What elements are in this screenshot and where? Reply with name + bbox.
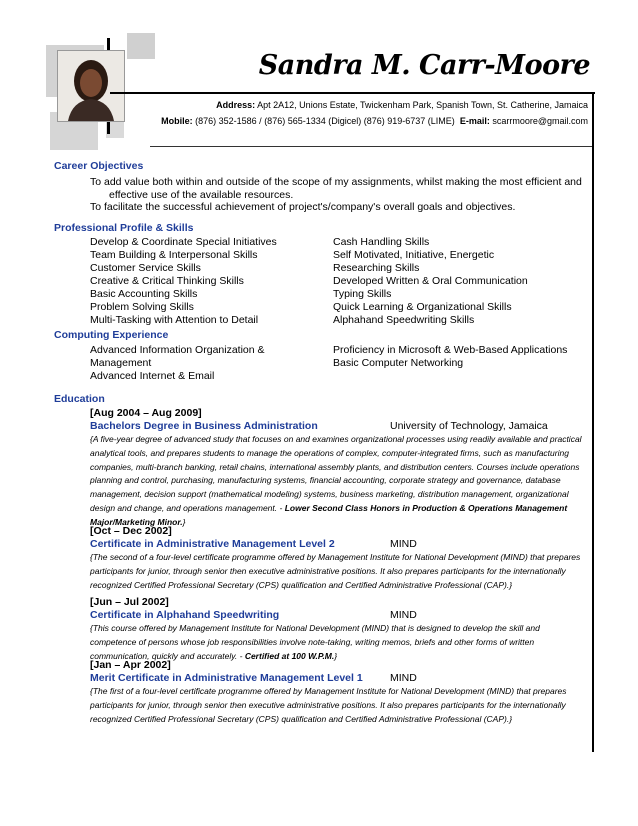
skill-item: Basic Accounting Skills <box>90 288 198 300</box>
email-label: E-mail: <box>459 116 490 126</box>
description-line: {This course offered by Management Institute for National Development (MIND) that is designed to develop the skill and <box>90 623 540 633</box>
address-value: Apt 2A12, Unions Estate, Twickenham Park, Spanish Town, St. Catherine, Jamaica <box>257 100 588 110</box>
skill-item: Developed Written & Oral Communication <box>333 275 528 287</box>
mobile-label: Mobile: <box>161 116 193 126</box>
skill-item: Self Motivated, Initiative, Energetic <box>333 249 495 261</box>
education-institution: MIND <box>390 538 417 550</box>
description-text: communication, quickly and accurately. - <box>90 650 243 661</box>
computing-item: Basic Computer Networking <box>333 357 464 369</box>
education-institution: MIND <box>390 609 417 621</box>
header-rule <box>150 146 592 147</box>
education-dates: [Oct – Dec 2002] <box>90 525 172 537</box>
description-close: } <box>334 650 338 661</box>
honors-text: Major/Marketing Minor. <box>90 516 183 527</box>
education-dates: [Jun – Jul 2002] <box>90 596 169 608</box>
address-line <box>110 100 588 110</box>
computing-item: Advanced Information Organization & <box>90 344 265 356</box>
skill-item: Develop & Coordinate Special Initiatives <box>90 236 277 248</box>
objective-line: To add value both within and outside of the scope of my assignments, whilst making the most efficient and <box>90 176 582 188</box>
description-close: } <box>182 516 186 527</box>
description-line: participants for junior, through senior then executive administrative positions. It also prepares participants for the internationally <box>90 565 566 576</box>
skill-item: Typing Skills <box>333 288 392 300</box>
section-title-education: Education <box>54 393 105 405</box>
skill-item: Team Building & Interpersonal Skills <box>90 249 258 261</box>
description-line: {The first of a four-level certificate programme offered by Management Institute for National Development (MIND) that prepares <box>90 686 567 696</box>
education-dates: [Aug 2004 – Aug 2009] <box>90 407 202 419</box>
certified-text: Certified at 100 W.P.M. <box>244 650 335 661</box>
description-line: recognized Certified Professional Secretary (CPS) qualification and Certified Administrative Professional (CAP).} <box>90 579 513 590</box>
description-line: analytical tools, and prepares students to manage the operations of complex, computer-integrated firms, such as manufacturing <box>90 447 569 458</box>
section-title-computing: Computing Experience <box>54 329 169 341</box>
education-description <box>90 551 588 592</box>
education-description <box>90 685 588 726</box>
description-line: planning and control, purchasing, manufacturing systems, financial accounting, corporate strategy and governance, database <box>90 475 561 486</box>
skill-item: Alphahand Speedwriting Skills <box>333 314 475 326</box>
page-border-rule <box>592 92 594 752</box>
description-line: competence of persons whose job responsibilities involve note-taking, writing memos, briefs and other forms of written <box>90 636 535 647</box>
candidate-name: Sandra M. Carr-Moore <box>258 50 590 81</box>
skill-item: Customer Service Skills <box>90 262 201 274</box>
description-line <box>90 502 588 516</box>
description-line: {The second of a four-level certificate programme offered by Management Institute for National Development (MIND) that prepares <box>90 552 581 562</box>
description-line: participants for junior, through senior then executive administrative positions. It also prepares participants for the internationally <box>90 699 566 710</box>
education-title: Merit Certificate in Administrative Management Level 1 <box>90 672 363 684</box>
description-text: design and change, and operations management. - <box>90 502 283 513</box>
description-line: management, decision support (mathematical modeling) systems, business marketing, distribution management, organizational <box>90 489 569 500</box>
skill-item: Researching Skills <box>333 262 420 274</box>
education-description <box>90 622 588 663</box>
education-description <box>90 433 588 530</box>
skill-item: Problem Solving Skills <box>90 301 194 313</box>
objective-line: To facilitate the successful achievement of project's/company's overall goals and objectives. <box>90 201 516 213</box>
decorative-square <box>127 33 155 59</box>
education-institution: MIND <box>390 672 417 684</box>
contact-line <box>110 116 588 126</box>
description-line: companies, multi-branch banking, retail chains, international assembly plants, and distribution centers. Courses include operations <box>90 461 580 472</box>
skill-item: Multi-Tasking with Attention to Detail <box>90 314 259 326</box>
profile-photo <box>57 50 125 122</box>
skill-item: Creative & Critical Thinking Skills <box>90 275 244 287</box>
section-title-objectives: Career Objectives <box>54 160 144 172</box>
objective-line: effective use of the available resources. <box>109 189 294 201</box>
address-label: Address: <box>216 100 256 110</box>
computing-item: Management <box>90 357 152 369</box>
education-title: Certificate in Administrative Management Level 2 <box>90 538 335 550</box>
description-line: recognized Certified Professional Secretary (CPS) qualification and Certified Administrative Professional (CAP).} <box>90 713 513 724</box>
header-rule <box>110 92 595 94</box>
computing-item: Proficiency in Microsoft & Web-Based Applications <box>333 344 568 356</box>
education-institution: University of Technology, Jamaica <box>390 420 548 432</box>
honors-text: Lower Second Class Honors in Production & Operations Management <box>284 502 568 513</box>
skill-item: Quick Learning & Organizational Skills <box>333 301 512 313</box>
section-title-skills: Professional Profile & Skills <box>54 222 194 234</box>
email-value[interactable]: scarrmoore@gmail.com <box>492 116 588 126</box>
education-title: Certificate in Alphahand Speedwriting <box>90 609 280 621</box>
skill-item: Cash Handling Skills <box>333 236 430 248</box>
computing-item: Advanced Internet & Email <box>90 370 215 382</box>
mobile-value: (876) 352-1586 / (876) 565-1334 (Digicel) (876) 919-6737 (LIME) <box>195 116 455 126</box>
person-silhouette-icon <box>58 51 124 121</box>
description-line: {A five-year degree of advanced study that focuses on and examines organizational processes using readily available and practical <box>90 434 582 444</box>
education-title: Bachelors Degree in Business Administration <box>90 420 318 432</box>
education-dates: [Jan – Apr 2002] <box>90 659 171 671</box>
